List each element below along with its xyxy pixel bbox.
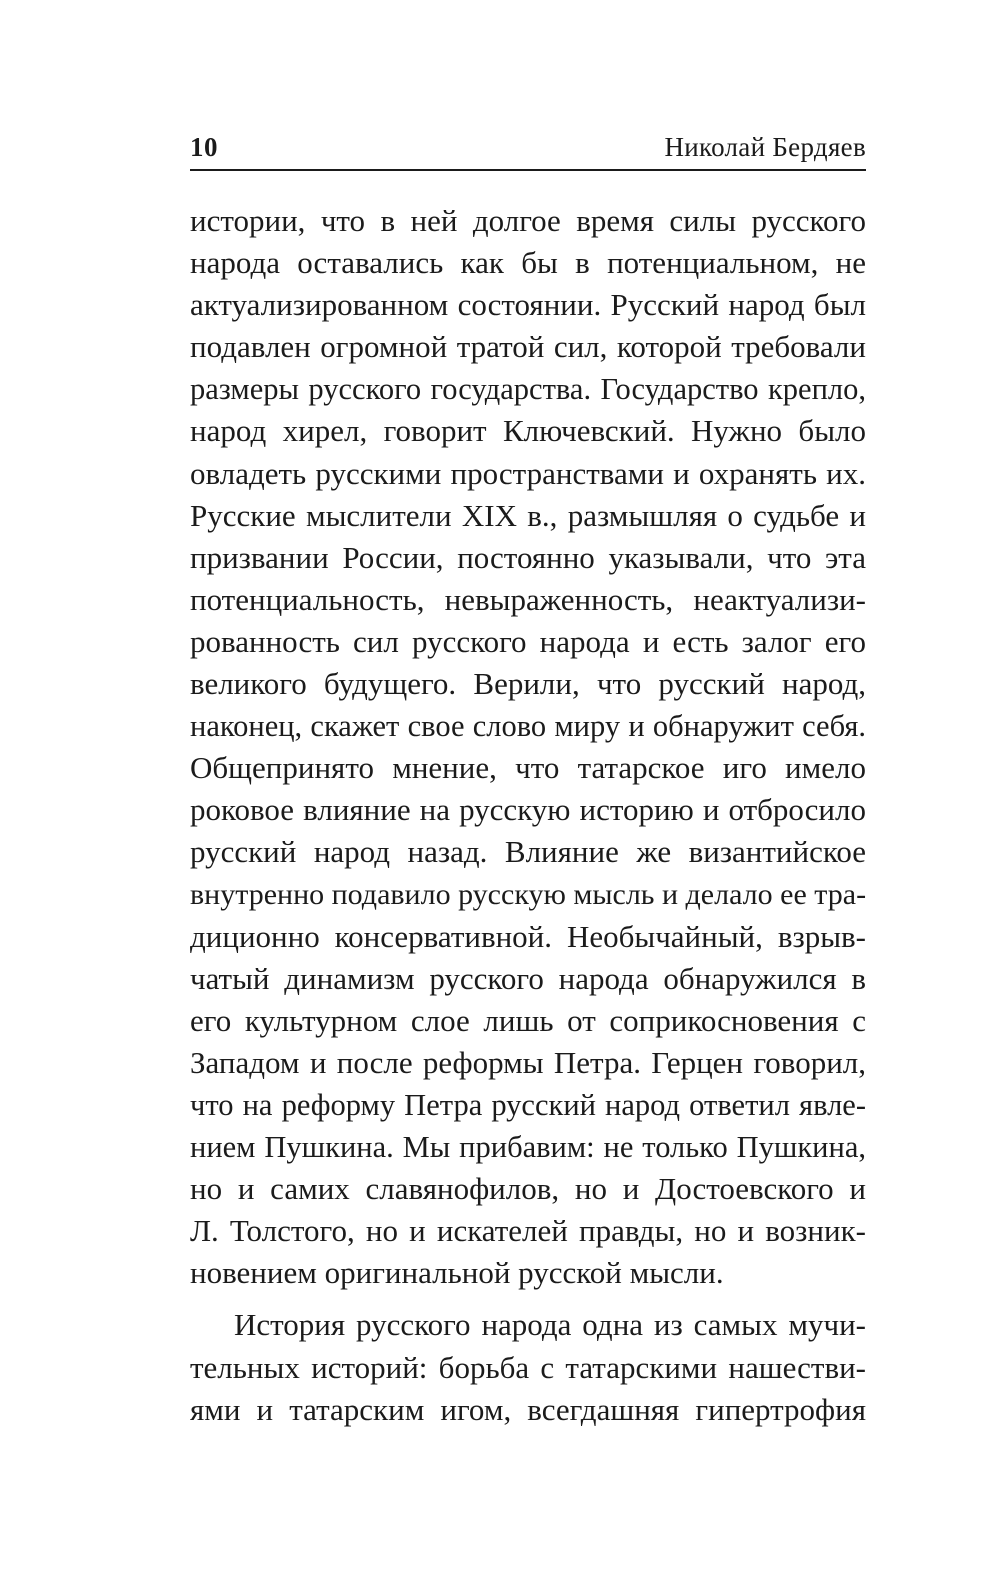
- text-line: что на реформу Петра русский народ ответил явле-: [190, 1087, 866, 1122]
- text-line: великого будущего. Верили, что русский народ,: [190, 666, 866, 702]
- paragraph-1: [190, 200, 866, 1294]
- text-line: овладеть русскими пространствами и охранять их.: [190, 455, 866, 491]
- text-line: актуализированном состоянии. Русский народ был: [190, 287, 866, 323]
- text-line: История русского народа одна из самых мучи-: [234, 1307, 866, 1343]
- text-line: чатый динамизм русского народа обнаружился в: [190, 960, 866, 996]
- text-line: народ хирел, говорит Ключевский. Нужно было: [190, 413, 866, 449]
- text-line: ями и татарским игом, всегдашняя гипертрофия: [190, 1391, 866, 1427]
- body-text: [190, 200, 866, 1431]
- paragraph-gap: [190, 1294, 866, 1304]
- text-line: рованность сил русского народа и есть залог его: [190, 623, 866, 659]
- paragraph-2: [190, 1304, 866, 1430]
- text-line: нием Пушкина. Мы прибавим: не только Пушкина,: [190, 1130, 866, 1165]
- header-rule: [190, 169, 866, 171]
- text-line: Общепринято мнение, что татарское иго имело: [190, 750, 866, 786]
- text-line: потенциальность, невыраженность, неактуализи-: [190, 581, 866, 617]
- text-line: народа оставались как бы в потенциальном, не: [190, 245, 866, 281]
- text-line: но и самих славянофилов, но и Достоевского и: [190, 1171, 866, 1207]
- author-name: Николай Бердяев: [664, 132, 866, 162]
- text-line: призвании России, постоянно указывали, что эта: [190, 539, 866, 575]
- text-line: роковое влияние на русскую историю и отбросило: [190, 792, 866, 828]
- text-line: Русские мыслители XIX в., размышляя о судьбе и: [190, 497, 866, 533]
- running-head: [190, 128, 866, 168]
- text-line: подавлен огромной тратой сил, которой требовали: [190, 329, 866, 365]
- text-line: Западом и после реформы Петра. Герцен говорил,: [190, 1044, 866, 1080]
- text-line: его культурном слое лишь от соприкосновения с: [190, 1002, 866, 1038]
- text-line: Л. Толстого, но и искателей правды, но и возник-: [190, 1213, 866, 1249]
- text-line: русский народ назад. Влияние же византийское: [190, 834, 866, 870]
- text-line: внутренно подавило русскую мысль и делало ее тра-: [190, 877, 867, 911]
- text-line: новением оригинальной русской мысли.: [190, 1255, 724, 1291]
- text-line: диционно консервативной. Необычайный, взрыв-: [190, 918, 866, 954]
- text-line: размеры русского государства. Государство крепло,: [190, 372, 866, 407]
- text-line: истории, что в ней долгое время силы русского: [190, 203, 866, 238]
- page-number: 10: [190, 132, 218, 162]
- text-line: наконец, скажет свое слово миру и обнаружит себя.: [190, 709, 866, 744]
- text-line: тельных историй: борьба с татарскими нашестви-: [190, 1349, 866, 1385]
